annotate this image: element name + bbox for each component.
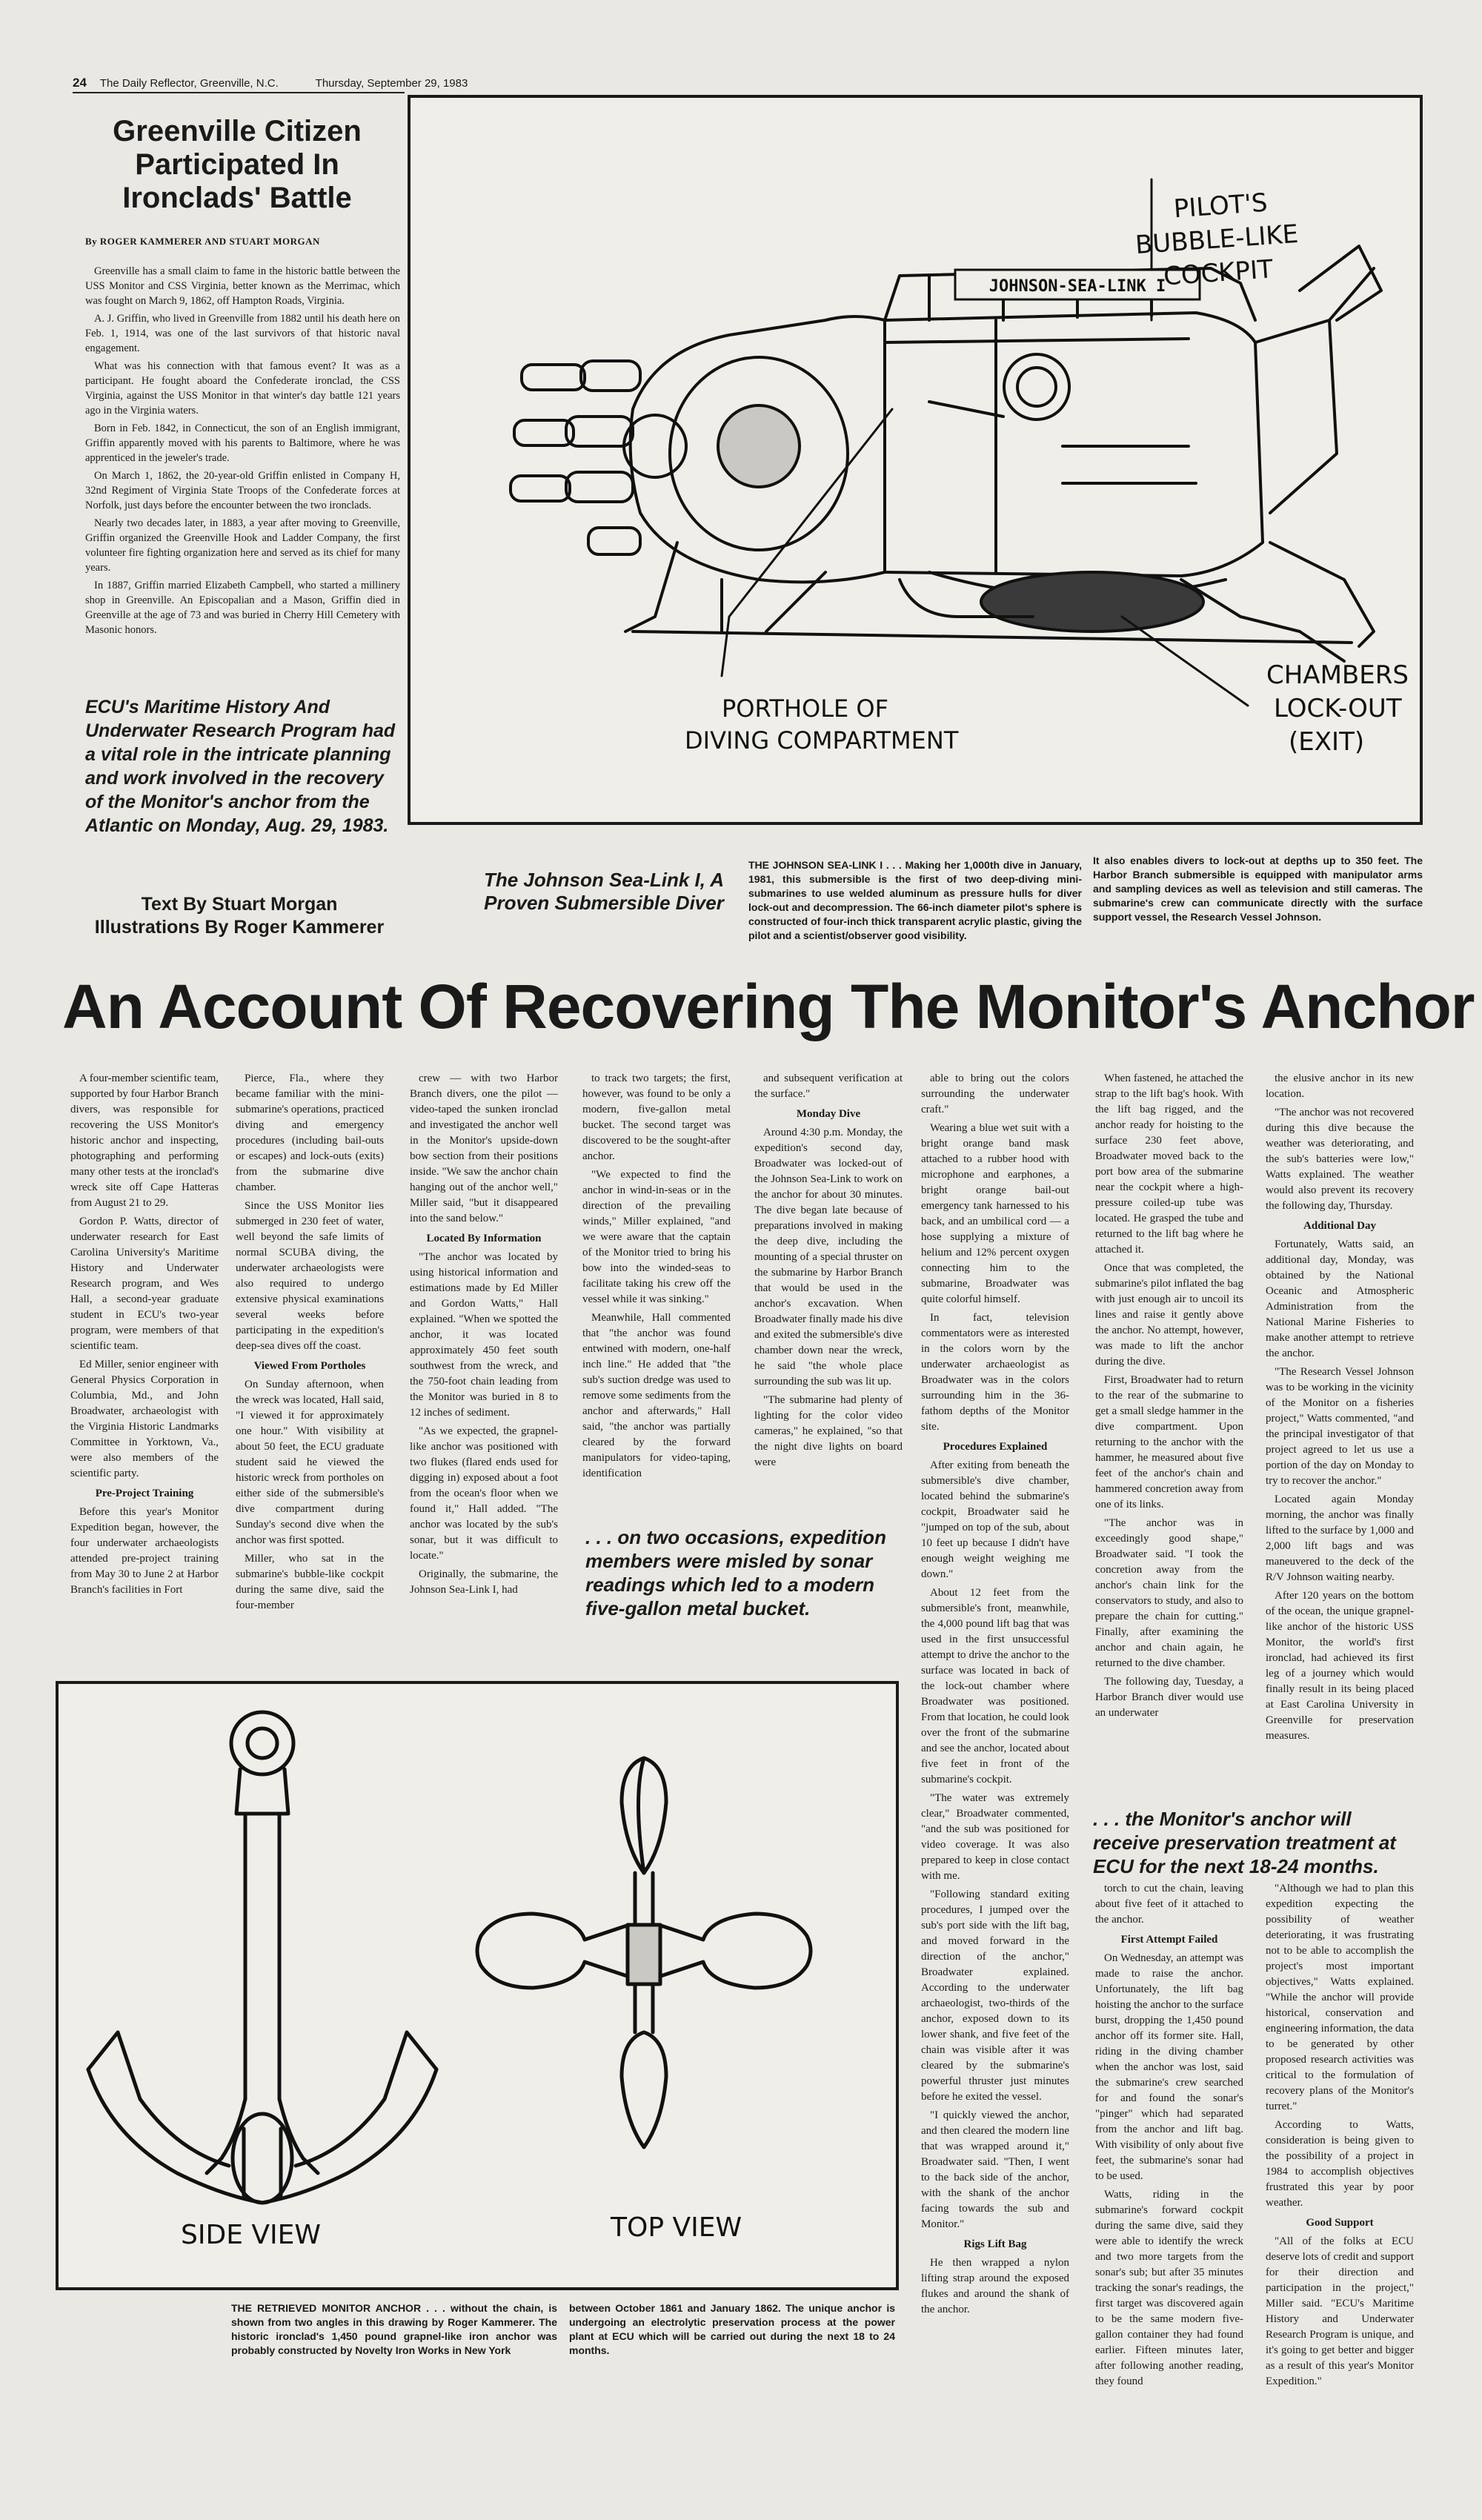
article-subhead: Additional Day bbox=[1303, 1220, 1376, 1232]
article-paragraph: Watts, riding in the submarine's forward cockpit during the same dive, said they were able to identify the wreck and two more targets from the sonar's sub; but after 35 minutes tracking the sonar's readings, the first target was discovered again to be the same modern five-gallon container they had found earlier. Fifteen minutes later, after following another reading, they found bbox=[1095, 2189, 1243, 2387]
page-header bbox=[73, 76, 473, 90]
article-paragraph: According to Watts, consideration is being given to the possibility of a project in 1984 to accomplish objectives frustrated this year by poor weather. bbox=[1266, 2119, 1414, 2209]
header-rule bbox=[73, 92, 405, 93]
article-subhead: Viewed From Portholes bbox=[253, 1360, 366, 1372]
submersible-illustration-frame bbox=[408, 95, 1423, 825]
article-column-8-lower bbox=[1266, 1881, 1414, 2474]
article-paragraph: "We expected to find the anchor in wind-in-seas or in the direction of the prevailing winds," Miller explained, "and we were aware that the captain of the Monitor tried to bring his bow into the winded-seas to facilitate taking his crew off the vessel while it was sinking." bbox=[582, 1169, 731, 1305]
submersible-caption-right: It also enables divers to lock-out at depths up to 350 feet. The Harbor Branch submersible is equipped with manipulator arms and sampling devices as well as television and still cameras. The submarine's crew can communicate directly with the surface support vessel, the Research Vessel Johnson. bbox=[1093, 855, 1423, 923]
article-paragraph: About 12 feet from the submersible's front, meanwhile, the 4,000 pound lift bag that was used in the first unsuccessful attempt to drive the anchor to the surface was located in back of the lock-out chamber where Broadwater was positioned. From that location, he could look over the front of the submarine and see the anchor, located about five feet in front of the submarine's cockpit. bbox=[921, 1587, 1069, 1785]
article-paragraph: crew — with two Harbor Branch divers, one the pilot — video-taped the sunken ironclad and investigated the anchor well in the Monitor's upside-down bow section from their positions inside. "We saw the anchor chain hanging out of the anchor well," Miller said, "but it disappeared into the sand below." bbox=[410, 1072, 558, 1224]
article-paragraph: "All of the folks at ECU deserve lots of credit and support for their direction and participation in the project," Miller said. "ECU's Maritime History and Underwater Research Program is unique, and it's going to get better and bigger as a result of this year's Monitor Expedition." bbox=[1266, 2235, 1414, 2387]
sidebar-headline: Greenville Citizen Participated In Ironclads' Battle bbox=[113, 115, 362, 214]
sidebar-body bbox=[85, 264, 400, 676]
article-column-4 bbox=[582, 1071, 731, 1516]
article-subhead: Procedures Explained bbox=[943, 1441, 1048, 1453]
sidebar-paragraph: Nearly two decades later, in 1883, a year after moving to Greenville, Griffin organized the Greenville Hook and Ladder Company, the first volunteer fire fighting organization here and served as its chief for many years. bbox=[85, 517, 400, 574]
article-paragraph: and subsequent verification at the surface." bbox=[754, 1072, 903, 1100]
anchor-illustration-frame bbox=[56, 1681, 899, 2290]
page-number: 24 bbox=[73, 76, 87, 90]
article-paragraph: Meanwhile, Hall commented that "the anchor was found entwined with modern, one-half inch line." He added that "the sub's suction dredge was used to remove some sediments from the anchor and afterwards," Hall said, "the anchor was partially cleared by the forward manipulators for video-taping, identification bbox=[582, 1312, 731, 1479]
pull-quote-bucket: . . . on two occasions, expedition members were misled by sonar readings which led to a modern five-gallon metal bucket. bbox=[585, 1526, 886, 1619]
sidebar-byline: By ROGER KAMMERER AND STUART MORGAN bbox=[85, 236, 320, 247]
chambers-label: CHAMBERS LOCK-OUT (EXIT) bbox=[1266, 660, 1409, 757]
article-paragraph: Around 4:30 p.m. Monday, the expedition's second day, Broadwater was locked-out of the Johnson Sea-Link to work on the anchor for about 30 minutes. The dive began late because of preparations involved in making the deep dive, including the mounting of a special thruster on the submarine by Harbor Branch that would be used in the anchor's excavation. When Broadwater finally made his dive and exited the submersible's dive chamber down near the wreck, he said "the whole place surrounding the sub was lit up. bbox=[754, 1127, 903, 1387]
top-view-label: TOP VIEW bbox=[611, 2212, 742, 2243]
article-paragraph: Before this year's Monitor Expedition began, however, the four underwater archaeologists attended pre-project training from May 30 to June 2 at Harbor Branch's facilities in Fort bbox=[70, 1506, 219, 1596]
article-paragraph: "The Research Vessel Johnson was to be working in the vicinity of the Monitor on a fisheries project," Watts commented, "and the principal investigator of that project agreed to let us use a portion of the day on Monday to try to recover the anchor." bbox=[1266, 1366, 1414, 1487]
article-paragraph: After 120 years on the bottom of the ocean, the unique grapnel-like anchor of the historic USS Monitor, the world's first ironclad, had achieved its first leg of a journey which would finally result in its being placed at East Carolina University in Greenville for preservation measures. bbox=[1266, 1590, 1414, 1742]
article-subhead: Pre-Project Training bbox=[95, 1488, 194, 1499]
sidebar-paragraph: Born in Feb. 1842, in Connecticut, the son of an English immigrant, Griffin apparently moved with his parents to Baltimore, where he was apprenticed in the jeweler's trade. bbox=[85, 422, 400, 464]
paper-name: The Daily Reflector, Greenville, N.C. bbox=[99, 77, 279, 90]
article-paragraph: to track two targets; the first, however, was found to be only a modern, five-gallon metal bucket. The second target was discovered to be the sought-after anchor. bbox=[582, 1072, 731, 1162]
article-paragraph: able to bring out the colors surrounding the underwater craft." bbox=[921, 1072, 1069, 1115]
article-paragraph: Gordon P. Watts, director of underwater research for East Carolina University's Maritime History and Underwater Research program, and Wes Hall, a second-year graduate student in ECU's two-year program, were members of that scientific team. bbox=[70, 1216, 219, 1352]
article-column-7-upper bbox=[1095, 1071, 1243, 1797]
article-paragraph: "As we expected, the grapnel-like anchor was positioned with two flukes (flared ends used for digging in) exposed about a foot from the ocean's floor when we found it," Hall added. "The anchor was located by the sub's sonar, but it was difficult to locate." bbox=[410, 1425, 558, 1562]
submersible-caption-left: THE JOHNSON SEA-LINK I . . . Making her 1,000th dive in January, 1981, this submersible is the first of two deep-diving mini-submarines to use welded aluminum as pressure hulls for diver lock-out and decompression. The 66-inch diameter pilot's sphere is constructed of four-inch thick transparent acrylic plastic, giving the pilot and a scientist/observer good visibility. bbox=[748, 859, 1082, 941]
submersible-title: The Johnson Sea-Link I, A Proven Submersible Diver bbox=[483, 869, 725, 914]
submersible-drawing bbox=[411, 98, 1420, 822]
article-paragraph: Located again Monday morning, the anchor was finally lifted to the surface by 1,000 and 2,000 lift bags and was maneuvered to the deck of the R/V Johnson waiting nearby. bbox=[1266, 1493, 1414, 1583]
article-paragraph: Once that was completed, the submarine's pilot inflated the bag with just enough air to uncoil its lines and raise it gently above the anchor. No attempt, however, was made to lift the anchor during the dive. bbox=[1095, 1262, 1243, 1367]
article-subhead: First Attempt Failed bbox=[1120, 1934, 1218, 1946]
article-paragraph: Pierce, Fla., where they became familiar with the mini-submarine's operations, practiced diving and emergency procedures (including bail-outs or escapes) and lock-outs (exits) from the submarine dive chamber. bbox=[236, 1072, 384, 1193]
anchor-caption-left: THE RETRIEVED MONITOR ANCHOR . . . without the chain, is shown from two angles in this drawing by Roger Kammerer. The historic ironclad's 1,450 pound grapnel-like iron anchor was probably constructed by Novelty Iron Works in New York bbox=[231, 2302, 557, 2356]
article-paragraph: On Wednesday, an attempt was made to raise the anchor. Unfortunately, the lift bag hoisting the anchor to the surface burst, dropping the 1,450 pound anchor off its former site. Hall, riding in the diving chamber when the anchor was lost, said the submarine's crew searched for and found the sonar's "pinger" which had separated from the anchor and lift bag. With visibility of only about five feet, the submarine's sonar had to be used. bbox=[1095, 1952, 1243, 2182]
article-paragraph: the elusive anchor in its new location. bbox=[1266, 1072, 1414, 1100]
article-paragraph: "The submarine had plenty of lighting for the color video cameras," he explained, "so that the night dive lights on board were bbox=[754, 1394, 903, 1468]
side-view-label: SIDE VIEW bbox=[181, 2220, 321, 2250]
illustration-credit: Illustrations By Roger Kammerer bbox=[94, 917, 385, 938]
article-paragraph: Fortunately, Watts said, an additional day, Monday, was obtained by the National Oceanic and Atmospheric Administration from the National Marine Fisheries to make another attempt to retrieve the anchor. bbox=[1266, 1239, 1414, 1359]
article-column-7-lower bbox=[1095, 1881, 1243, 2474]
article-paragraph: "The anchor was located by using historical information and estimations made by Ed Miller and Gordon Watts," Hall explained. "When we spotted the anchor, it was located approximately 450 feet south southwest from the wreck, and the 750-foot chain leading from the Monitor was buried in 8 to 12 inches of sediment. bbox=[410, 1251, 558, 1419]
article-column-1 bbox=[70, 1071, 219, 1682]
text-credit: Text By Stuart Morgan bbox=[141, 894, 338, 915]
article-paragraph: When fastened, he attached the strap to the lift bag's hook. With the lift bag rigged, and the anchor ready for hoisting to the surface 230 feet above, Broadwater moved back to the port bow area of the submarine near the cockpit where a high-pressure coiled-up tube was located. He grasped the tube and returned to the lift bag where he attached it. bbox=[1095, 1072, 1243, 1256]
article-paragraph: First, Broadwater had to return to the rear of the submarine to get a small sledge hammer in the dive compartment. Upon returning to the anchor with the hammer, he measured about five feet of the anchor's chain and hammered concretion away from one of its links. bbox=[1095, 1374, 1243, 1511]
porthole-label: PORTHOLE OF DIVING COMPARTMENT bbox=[685, 694, 959, 755]
article-paragraph: A four-member scientific team, supported by four Harbor Branch divers, was responsible for recovering the USS Monitor's historic anchor and inspecting, photographing and performing many other tests at the ironclad's wreck site off Cape Hatteras from August 21 to 29. bbox=[70, 1072, 219, 1209]
article-paragraph: Ed Miller, senior engineer with General Physics Corporation in Columbia, Md., and John Broadwater, archaeologist with the Virginia Historic Landmarks Committee in Yorktown, Va., were also members of the scientific party. bbox=[70, 1359, 219, 1479]
article-column-8-upper bbox=[1266, 1071, 1414, 1797]
article-paragraph: "The anchor was not recovered during this dive because the weather was deteriorating, and the sub's batteries were low," Watts explained. The weather would also prevent its recovery the following day, Thursday. bbox=[1266, 1107, 1414, 1212]
article-paragraph: "The anchor was in exceedingly good shape," Broadwater said. "I took the concretion away from the anchor's chain link for the conservators to study, and also to prepare the chain for cutting." Finally, after examining the anchor and chain again, he returned to the dive chamber. bbox=[1095, 1517, 1243, 1669]
sidebar-paragraph: Greenville has a small claim to fame in the historic battle between the USS Monitor and CSS Virginia, better known as the Merrimac, which was fought on March 9, 1862, off Hampton Roads, Virginia. bbox=[85, 265, 400, 307]
hull-name-label: JOHNSON-SEA-LINK I bbox=[988, 277, 1166, 296]
article-subhead: Located By Information bbox=[426, 1233, 542, 1244]
article-paragraph: He then wrapped a nylon lifting strap around the exposed flukes and around the shank of the anchor. bbox=[921, 2257, 1069, 2315]
article-paragraph: Wearing a blue wet suit with a bright orange band mask attached to a rubber hood with microphone and earphones, a bright orange bail-out emergency tank harnessed to his back, and an umbilical cord — a hose supplying a mixture of helium and 12% percent oxygen connecting him to the submarine, Broadwater was quite colorful himself. bbox=[921, 1122, 1069, 1305]
article-subhead: Rigs Lift Bag bbox=[963, 2238, 1027, 2250]
article-paragraph: torch to cut the chain, leaving about five feet of it attached to the anchor. bbox=[1095, 1883, 1243, 1926]
article-column-2 bbox=[236, 1071, 384, 1682]
article-paragraph: After exiting from beneath the submersible's dive chamber, located behind the submarine's cockpit, Broadwater said he "jumped on top of the sub, about 10 feet up because I didn't have enough weight weighing me down." bbox=[921, 1459, 1069, 1580]
article-subhead: Monday Dive bbox=[796, 1108, 861, 1120]
cockpit-label: PILOT'SBUBBLE-LIKECOCKPIT bbox=[1134, 188, 1300, 292]
sidebar-paragraph: What was his connection with that famous event? It was as a participant. He fought aboard the Confederate ironclad, the CSS Virginia, against the USS Monitor in that winter's day battle 121 years ago in the Virginia waters. bbox=[85, 360, 400, 417]
anchor-drawing bbox=[59, 1684, 896, 2287]
sidebar-paragraph: In 1887, Griffin married Elizabeth Campbell, who started a millinery shop in Greenville. An Episcopalian and a Mason, Griffin died in Greenville at the age of 73 and was buried in Cherry Hill Cemetery with Masonic honors. bbox=[85, 580, 400, 636]
sidebar-paragraph: On March 1, 1862, the 20-year-old Griffin enlisted in Company H, 32nd Regiment of Virginia State Troops of the Confederate forces at Norfolk, just days before the encounter between the two ironclads. bbox=[85, 470, 400, 511]
article-paragraph: Since the USS Monitor lies submerged in 230 feet of water, well beyond the safe limits of normal SCUBA diving, the underwater archaeologists were also required to undergo extensive physical examinations several weeks before participating in the expedition's deep-sea dives off the coast. bbox=[236, 1200, 384, 1352]
article-paragraph: "The water was extremely clear," Broadwater commented, "and the sub was positioned for video coverage. It was also prepared to keep in close contact with me. bbox=[921, 1792, 1069, 1882]
article-column-6 bbox=[921, 1071, 1069, 2479]
article-column-5 bbox=[754, 1071, 903, 1516]
sidebar-paragraph: A. J. Griffin, who lived in Greenville from 1882 until his death here on Feb. 1, 1914, was one of the last survivors of that historic naval engagement. bbox=[85, 313, 400, 354]
ecu-blurb: ECU's Maritime History And Underwater Research Program had a vital role in the intricate planning and work involved in the recovery of the Monitor's anchor from the Atlantic on Monday, Aug. 29, 1983. bbox=[85, 697, 396, 836]
article-subhead: Good Support bbox=[1306, 2217, 1374, 2229]
article-paragraph: On Sunday afternoon, when the wreck was located, Hall said, "I viewed it for approximately one hour." With visibility at about 50 feet, the ECU graduate student said he viewed the historic wreck from portholes on either side of the submersible's dive compartment during Sunday's second dive when the anchor was first spotted. bbox=[236, 1379, 384, 1546]
anchor-caption-right: between October 1861 and January 1862. The unique anchor is undergoing an electrolytic preservation process at the power plant at ECU which will be carried out during the next 18 to 24 months. bbox=[569, 2302, 895, 2356]
credits bbox=[87, 893, 391, 939]
issue-date: Thursday, September 29, 1983 bbox=[315, 77, 468, 90]
pull-quote-preservation: . . . the Monitor's anchor will receive preservation treatment at ECU for the next 18-24 months. bbox=[1093, 1808, 1396, 1877]
article-paragraph: Originally, the submarine, the Johnson Sea-Link I, had bbox=[410, 1568, 558, 1596]
article-paragraph: Miller, who sat in the submarine's bubble-like cockpit during the same dive, said the four-member bbox=[236, 1553, 384, 1611]
main-headline: An Account Of Recovering The Monitor's Anchor bbox=[62, 972, 1475, 1041]
article-paragraph: "I quickly viewed the anchor, and then cleared the modern line that was wrapped around it," Broadwater said. "Then, I went to the back side of the anchor, with the shank of the anchor facing towards the sub and Monitor." bbox=[921, 2109, 1069, 2230]
article-paragraph: "Following standard exiting procedures, I jumped over the sub's port side with the lift bag, and moved forward in the direction of the anchor," Broadwater explained. According to the underwater archaeologist, two-thirds of the anchor, exposed down to its lower shank, and five feet of the chain was visible after it was cleared by the submarine's powerful thruster just minutes before he exited the vessel. bbox=[921, 1889, 1069, 2103]
article-paragraph: In fact, television commentators were as interested in the colors worn by the underwater archaeologist as Broadwater was in the colors surrounding him in the 36-fathom depths of the Monitor site. bbox=[921, 1312, 1069, 1433]
article-paragraph: The following day, Tuesday, a Harbor Branch diver would use an underwater bbox=[1095, 1676, 1243, 1719]
article-paragraph: "Although we had to plan this expedition expecting the possibility of weather deteriorating, it was frustrating not to be able to accomplish the project's most important objectives," Watts explained. "While the anchor will provide historical, conservation and engineering information, the data to be generated by other proposed research activities was critical to the formulation of recovery plans of the Monitor's turret." bbox=[1266, 1883, 1414, 2112]
article-column-3 bbox=[410, 1071, 558, 1682]
